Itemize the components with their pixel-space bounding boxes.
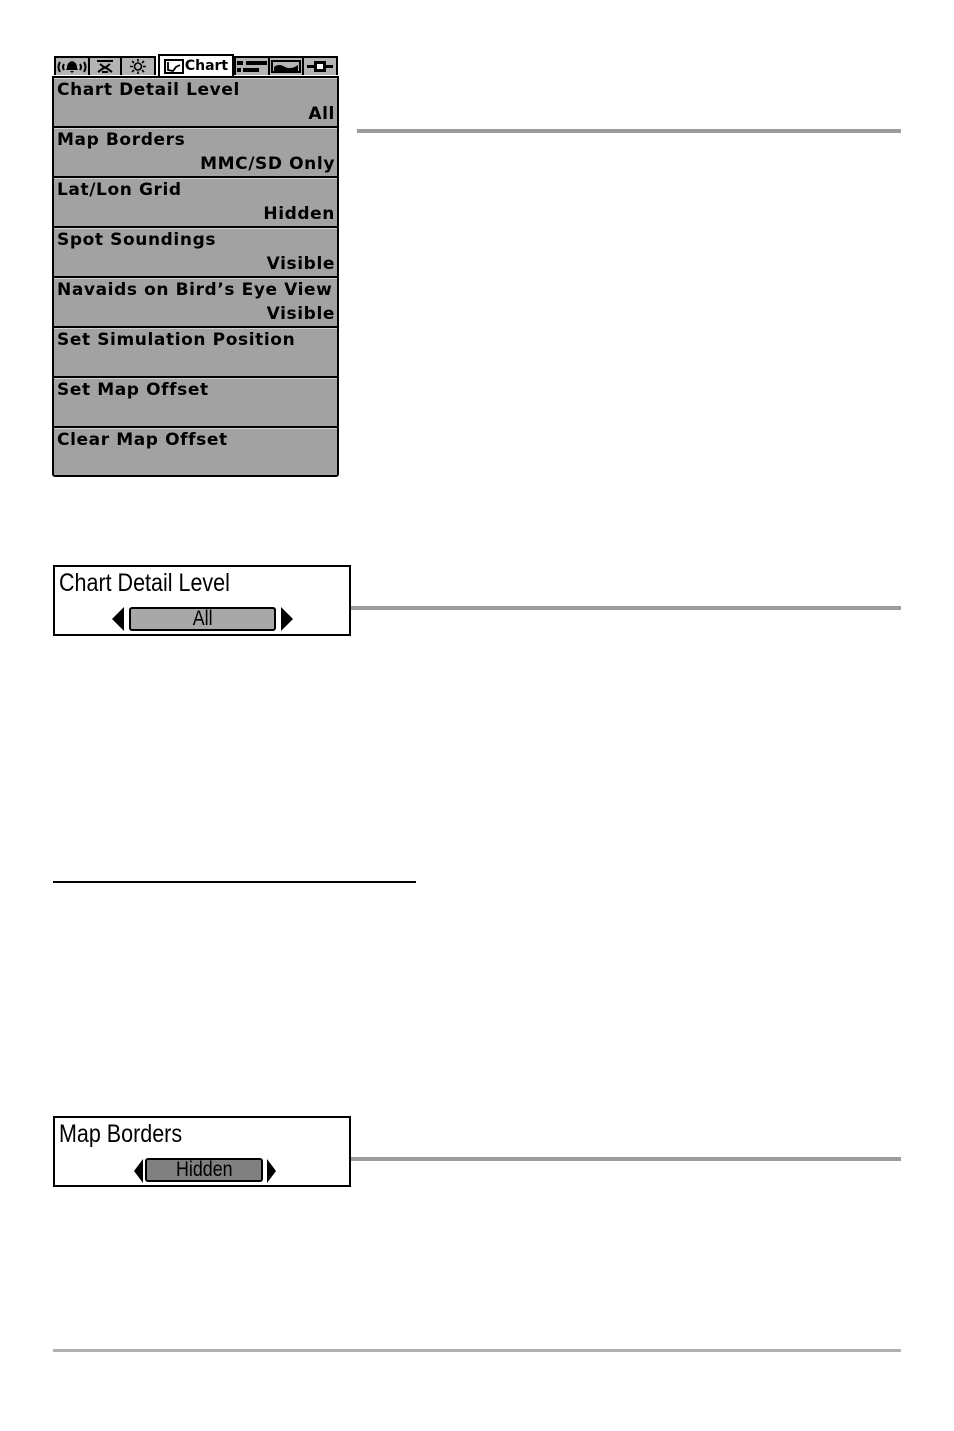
chart-icon — [164, 59, 184, 74]
callout-line-menu — [357, 129, 901, 133]
menu-item-label: Lat/Lon Grid — [57, 180, 182, 200]
increase-arrow-icon[interactable] — [281, 607, 293, 631]
alarm-icon — [57, 60, 87, 74]
tab-alarms[interactable] — [54, 56, 90, 75]
map-borders-dialog — [53, 1116, 351, 1187]
menu-item-chart-detail-level[interactable] — [54, 78, 337, 128]
selector-value: All — [192, 607, 213, 630]
chart-detail-level-dialog — [53, 565, 351, 636]
tab-accessories[interactable] — [302, 56, 338, 75]
callout-line-chart-detail — [351, 606, 901, 610]
map-borders-selector[interactable] — [145, 1158, 263, 1182]
menu-item-value: All — [308, 104, 335, 124]
decrease-arrow-icon[interactable] — [112, 607, 124, 631]
menu-item-map-borders[interactable] — [54, 128, 337, 178]
decrease-arrow-icon[interactable] — [134, 1159, 143, 1183]
chart-menu — [52, 76, 339, 477]
menu-item-clear-map-offset[interactable] — [54, 428, 337, 477]
menu-item-label: Map Borders — [57, 130, 186, 150]
dialog-title: Map Borders — [59, 1120, 183, 1148]
tab-chart[interactable] — [158, 54, 234, 76]
menu-item-label: Set Map Offset — [57, 380, 209, 400]
navigation-icon — [237, 59, 267, 74]
menu-item-value: Visible — [266, 304, 335, 324]
tab-chart-label: Chart — [184, 58, 229, 74]
footer-rule — [53, 1349, 901, 1352]
sonar-icon — [95, 59, 115, 74]
menu-item-label: Navaids on Bird’s Eye View — [57, 280, 333, 300]
callout-line-map-borders — [351, 1157, 901, 1161]
setup-sun-icon — [129, 59, 147, 74]
increase-arrow-icon[interactable] — [267, 1159, 276, 1183]
chart-detail-level-selector[interactable] — [129, 607, 276, 631]
view-icon — [271, 59, 301, 74]
tab-navigation[interactable] — [234, 56, 270, 75]
tab-views[interactable] — [268, 56, 304, 75]
menu-item-value: MMC/SD Only — [200, 154, 335, 174]
menu-item-set-simulation-position[interactable] — [54, 328, 337, 378]
menu-item-navaids-birds-eye[interactable] — [54, 278, 337, 328]
tab-sonar[interactable] — [88, 56, 122, 75]
menu-item-label: Chart Detail Level — [57, 80, 240, 100]
menu-item-label: Spot Soundings — [57, 230, 217, 250]
menu-item-value: Hidden — [263, 204, 335, 224]
menu-tab-bar — [54, 54, 338, 76]
dialog-title: Chart Detail Level — [59, 569, 230, 597]
menu-item-set-map-offset[interactable] — [54, 378, 337, 428]
menu-item-label: Set Simulation Position — [57, 330, 296, 350]
accessories-icon — [306, 59, 334, 74]
tab-setup[interactable] — [120, 56, 156, 75]
menu-item-spot-soundings[interactable] — [54, 228, 337, 278]
menu-item-lat-lon-grid[interactable] — [54, 178, 337, 228]
menu-item-label: Clear Map Offset — [57, 430, 228, 450]
section-underline — [53, 881, 416, 883]
selector-value: Hidden — [175, 1158, 233, 1181]
menu-item-value: Visible — [266, 254, 335, 274]
